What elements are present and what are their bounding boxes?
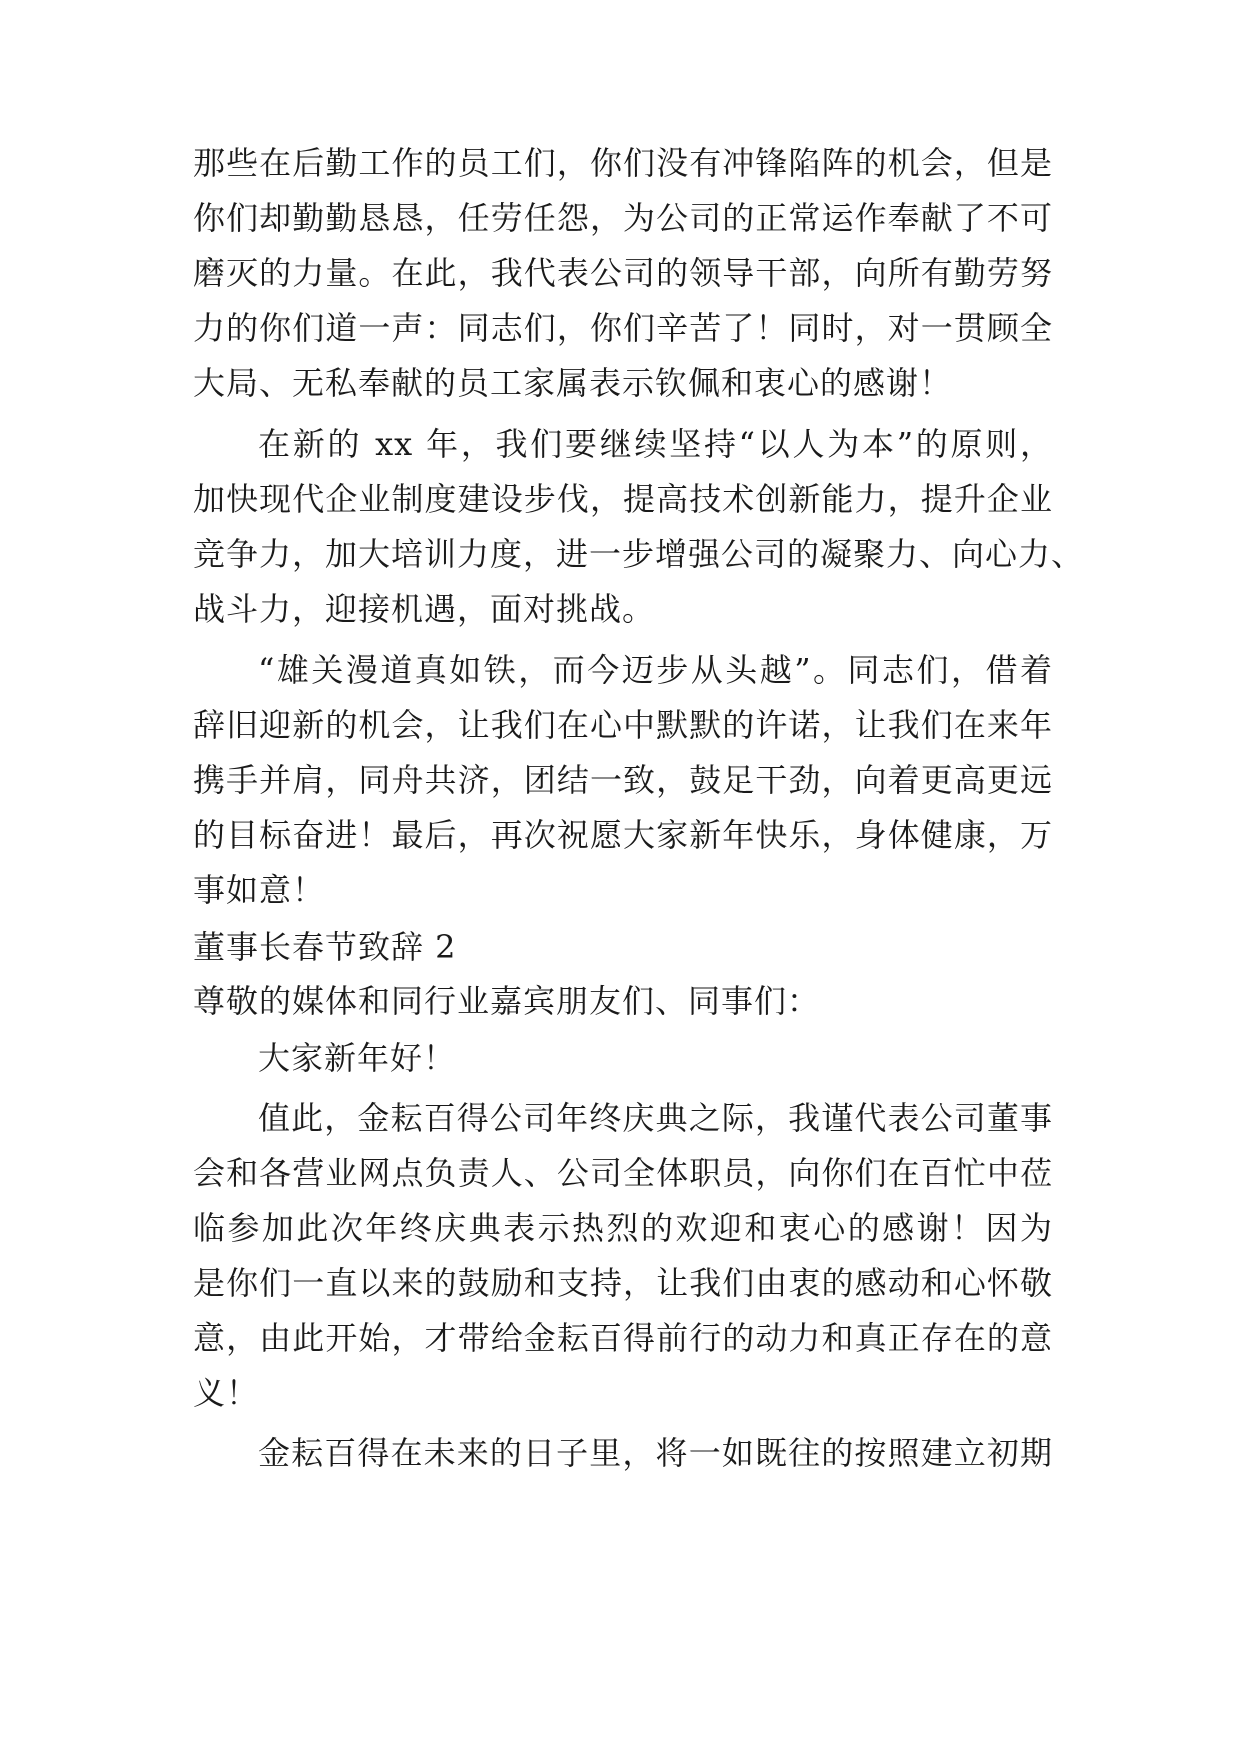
section-title: 董事长春节致辞 2 [193,928,457,966]
body-text-line: 临参加此次年终庆典表示热烈的欢迎和衷心的感谢！因为 [193,1209,1053,1247]
body-text-line: 磨灭的力量。在此，我代表公司的领导干部，向所有勤劳努 [193,254,1053,292]
paragraph-first-line: 金耘百得在未来的日子里，将一如既往的按照建立初期 [258,1434,1053,1472]
paragraph-first-line: “雄关漫道真如铁，而今迈步从头越”。同志们，借着 [258,651,1053,689]
body-text-line: 辞旧迎新的机会，让我们在心中默默的许诺，让我们在来年 [193,706,1053,744]
body-text-line: 力的你们道一声：同志们，你们辛苦了！同时，对一贯顾全 [193,309,1053,347]
body-text-line: 是你们一直以来的鼓励和支持，让我们由衷的感动和心怀敬 [193,1264,1053,1302]
body-text-line: 大局、无私奉献的员工家属表示钦佩和衷心的感谢！ [193,364,953,402]
greeting-line: 大家新年好！ [258,1039,457,1077]
body-text-line: 加快现代企业制度建设步伐，提高技术创新能力，提升企业 [193,480,1053,518]
body-text-line: 的目标奋进！最后，再次祝愿大家新年快乐，身体健康，万 [193,816,1053,854]
body-text-line: 携手并肩，同舟共济，团结一致，鼓足干劲，向着更高更远 [193,761,1053,799]
body-text-line: 意，由此开始，才带给金耘百得前行的动力和真正存在的意 [193,1319,1053,1357]
body-text-line: 事如意！ [193,871,326,909]
paragraph-first-line: 在新的 xx 年，我们要继续坚持“以人为本”的原则， [258,425,1053,463]
body-text-line: 你们却勤勤恳恳，任劳任怨，为公司的正常运作奉献了不可 [193,199,1053,237]
paragraph-first-line: 值此，金耘百得公司年终庆典之际，我谨代表公司董事 [258,1099,1053,1137]
body-text-line: 战斗力，迎接机遇，面对挑战。 [193,590,656,628]
body-text-line: 义！ [193,1374,260,1412]
body-text-line: 那些在后勤工作的员工们，你们没有冲锋陷阵的机会，但是 [193,144,1053,182]
salutation-line: 尊敬的媒体和同行业嘉宾朋友们、同事们： [193,982,821,1020]
body-text-line: 会和各营业网点负责人、公司全体职员，向你们在百忙中莅 [193,1154,1053,1192]
body-text-line: 竞争力，加大培训力度，进一步增强公司的凝聚力、向心力、 [193,535,1085,573]
